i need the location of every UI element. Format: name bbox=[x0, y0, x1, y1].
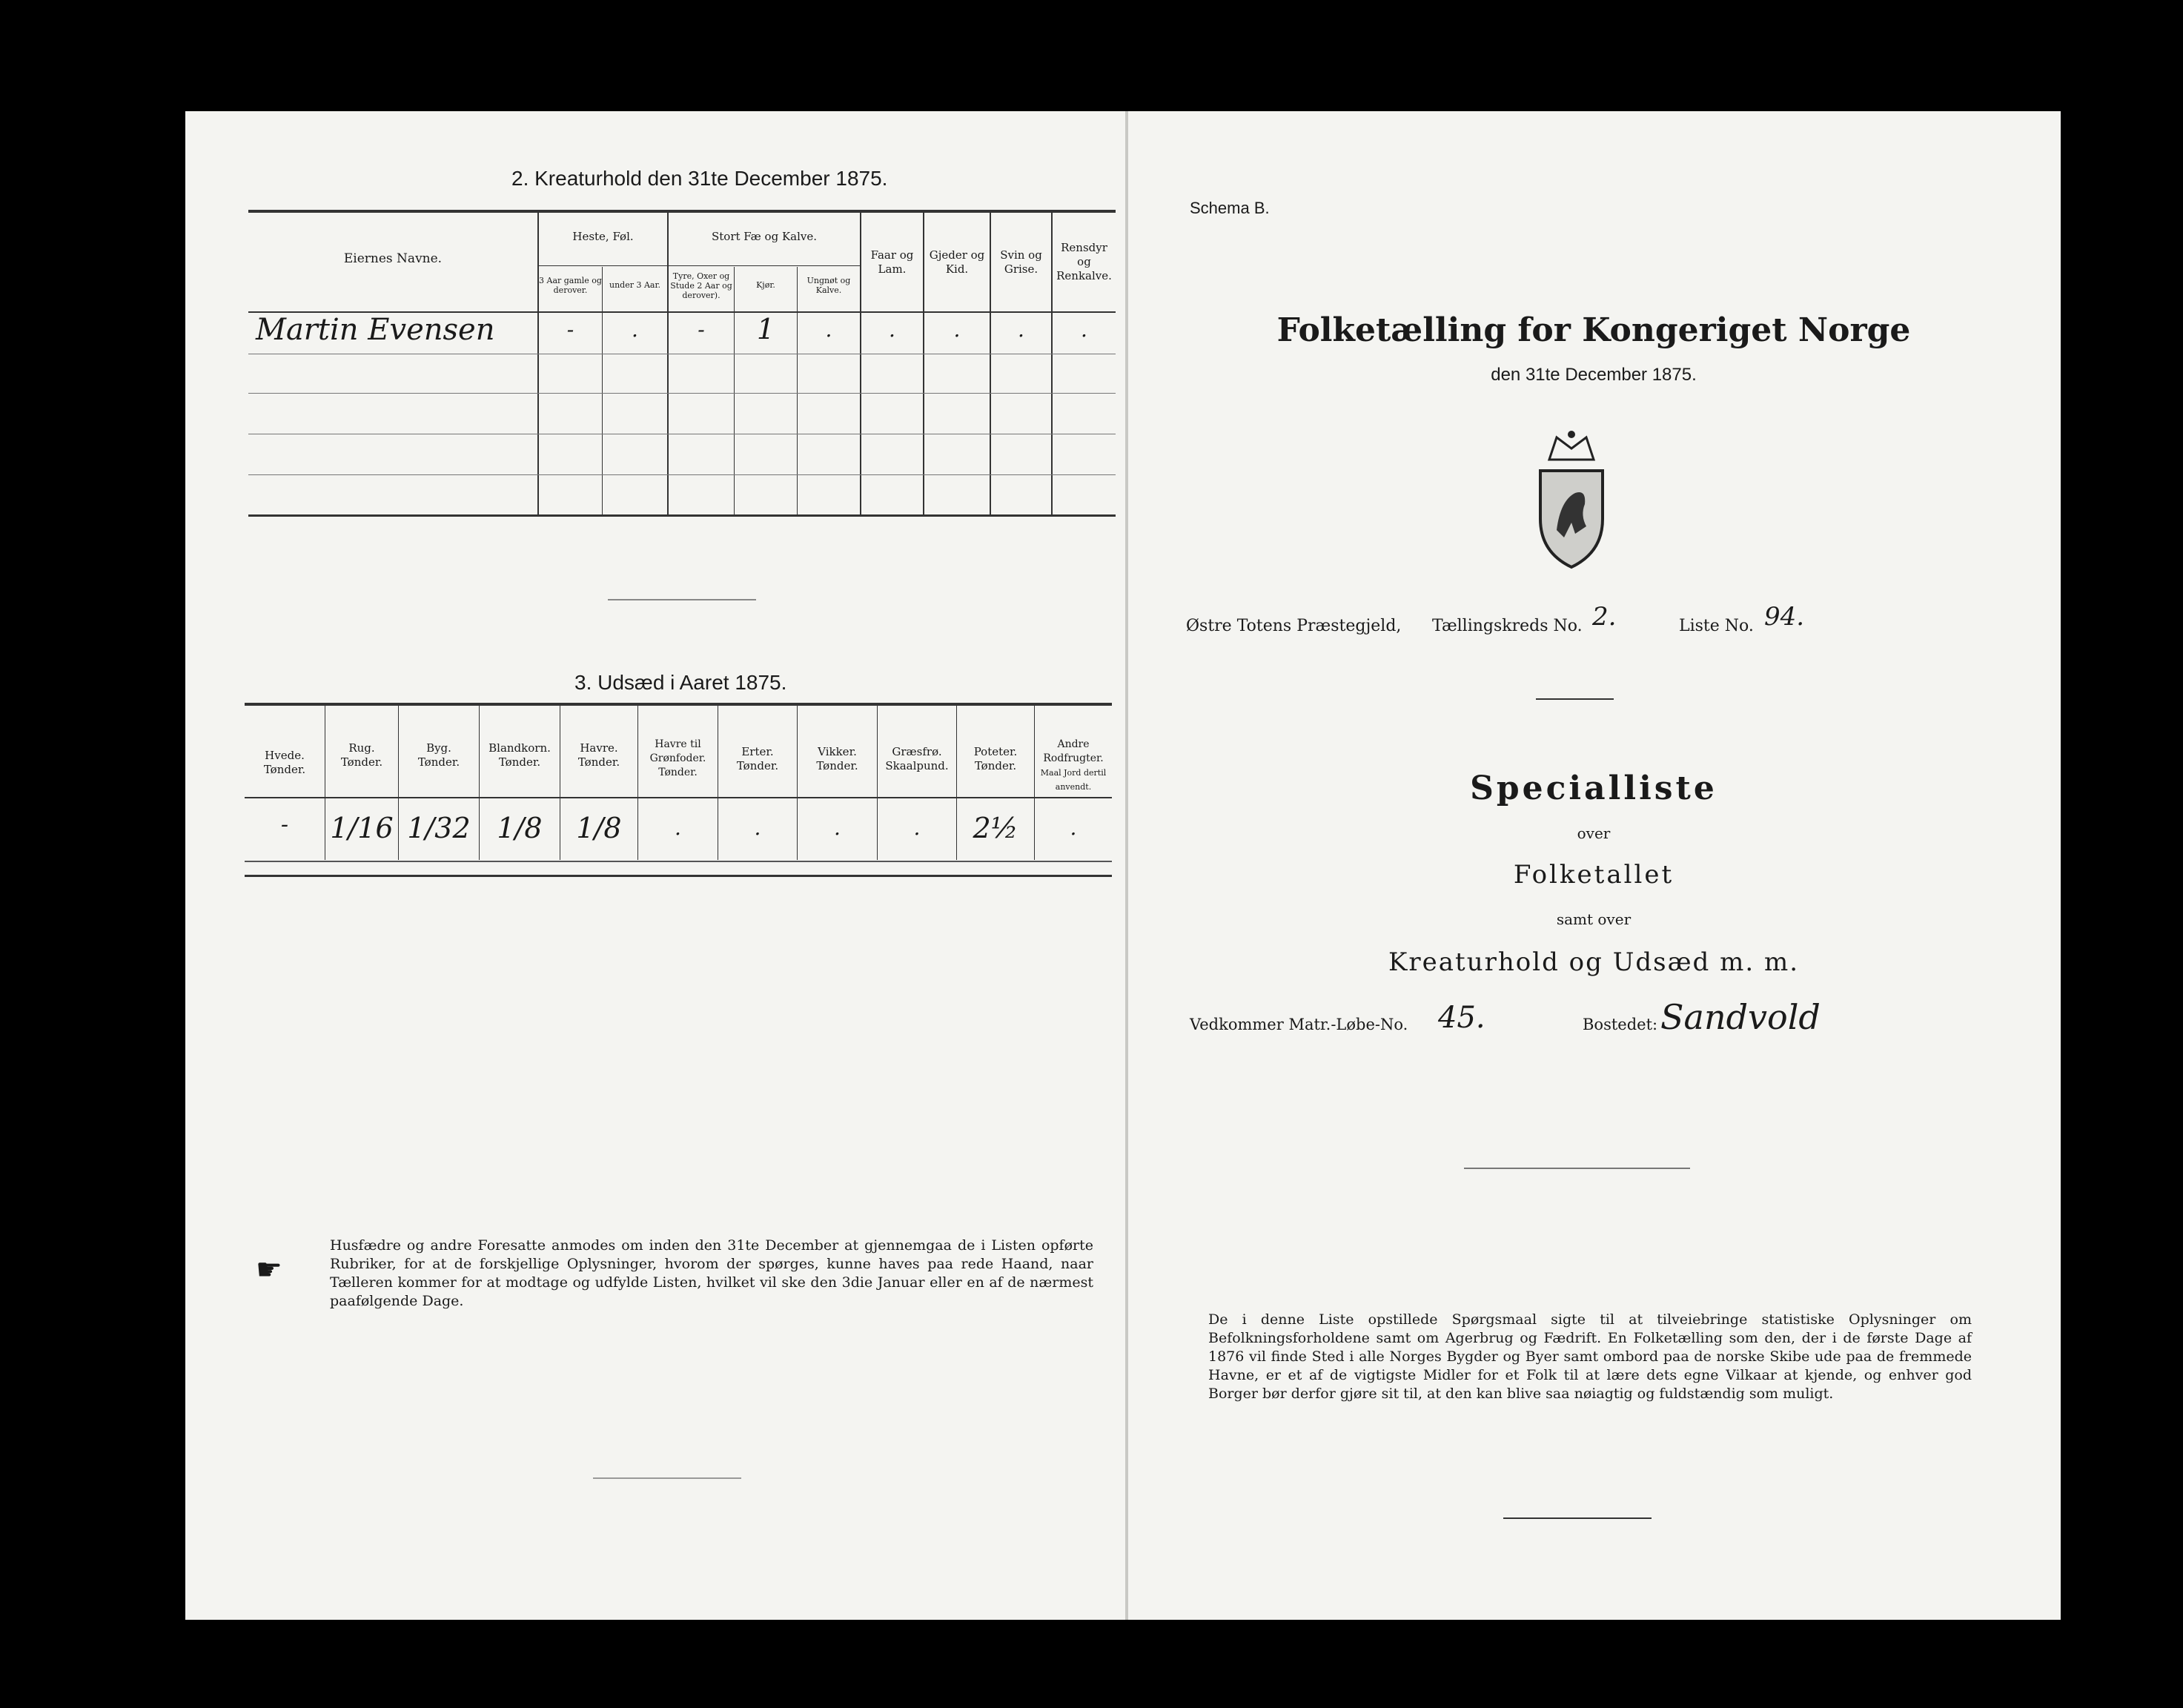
s3-col-byg: Byg. Tønder. bbox=[417, 741, 460, 769]
section3-bottom-rule bbox=[245, 875, 1112, 877]
col-tyre: Tyre, Oxer og Stude 2 Aar og derover). bbox=[670, 271, 732, 300]
owner-col-header: Eiernes Navne. bbox=[343, 251, 443, 266]
s3-val-rug: 1/16 bbox=[330, 812, 394, 844]
s3-val-vikker: . bbox=[834, 815, 841, 840]
col-ungnot: Ungnøt og Kalve. bbox=[806, 276, 851, 295]
section2-bottom-rule bbox=[248, 514, 1116, 517]
list-number: 94. bbox=[1764, 602, 1805, 632]
s3-col-havre: Havre. Tønder. bbox=[577, 741, 620, 769]
section3-header-rule bbox=[245, 797, 1112, 798]
bosted-label: Bostedet: bbox=[1583, 1016, 1658, 1033]
list-label: Liste No. bbox=[1679, 617, 1754, 635]
col-rensdyr: Rensdyr og Renkalve. bbox=[1056, 241, 1112, 282]
bosted-value: Sandvold bbox=[1660, 997, 1821, 1037]
s3-col-erter: Erter. Tønder. bbox=[736, 745, 779, 772]
val-rensdyr: . bbox=[1081, 317, 1087, 342]
district-number: 2. bbox=[1592, 602, 1617, 632]
section3-top-rule bbox=[245, 703, 1112, 706]
page-fold bbox=[1125, 111, 1128, 1620]
val-svin: . bbox=[1018, 317, 1024, 342]
samt-over-text: samt over bbox=[1556, 910, 1632, 928]
main-title: Folketælling for Kongeriget Norge bbox=[1276, 311, 1911, 349]
section2-top-rule bbox=[248, 210, 1116, 213]
col-gjeder: Gjeder og Kid. bbox=[929, 248, 985, 276]
kreaturhold-title: Kreaturhold og Udsæd m. m. bbox=[1388, 947, 1799, 977]
owner-name: Martin Evensen bbox=[256, 313, 495, 347]
pointing-hand-icon: ☛ bbox=[256, 1253, 282, 1287]
matr-label: Vedkommer Matr.-Løbe-No. bbox=[1190, 1016, 1408, 1033]
main-date: den 31te December 1875. bbox=[1491, 365, 1697, 385]
schema-label: Schema B. bbox=[1190, 199, 1270, 217]
col-3aar: 3 Aar gamle og derover. bbox=[539, 276, 602, 295]
s3-val-poteter: 2½ bbox=[973, 812, 1018, 844]
s3-val-hvede: - bbox=[280, 812, 289, 838]
notice-text: Husfædre og andre Foresatte anmodes om inden den 31te December at gjennemgaa de i Listen opførte Rubriker, for at de forskjellige Oplysninger, hvorom der spørges, kunne haves paa rede Haand, naar Tælleren kommer for at modtage og udfylde Listen, hvilket vil ske den 3die Januar eller en af de nærmest paafølgende Dage. bbox=[330, 1237, 1093, 1309]
s3-val-havre-gronfoder: . bbox=[675, 815, 681, 840]
s3-col-blandkorn: Blandkorn. Tønder. bbox=[488, 741, 551, 769]
group-stort-fae: Stort Fæ og Kalve. bbox=[711, 230, 818, 243]
group-heste: Heste, Føl. bbox=[572, 230, 634, 243]
s3-col-rug: Rug. Tønder. bbox=[340, 741, 383, 769]
val-3aar: - bbox=[566, 317, 574, 342]
val-gjeder: . bbox=[953, 317, 961, 342]
coat-of-arms-icon bbox=[1534, 430, 1609, 571]
s3-val-erter: . bbox=[754, 815, 761, 840]
val-kjor: 1 bbox=[756, 313, 775, 345]
section3-title: 3. Udsæd i Aaret 1875. bbox=[574, 671, 787, 694]
s3-col-poteter: Poteter. Tønder. bbox=[973, 745, 1018, 772]
col-kjor: Kjør. bbox=[756, 280, 775, 290]
folketallet-title: Folketallet bbox=[1513, 860, 1674, 890]
s3-val-byg: 1/32 bbox=[407, 812, 471, 844]
s3-col-havre-gronfoder: Havre til Grønfoder. Tønder. bbox=[649, 738, 706, 778]
s3-val-andre: . bbox=[1070, 815, 1077, 840]
s3-col-andre: Andre Rodfrugter. Maal Jord dertil anvendt. bbox=[1040, 738, 1107, 792]
s3-val-blandkorn: 1/8 bbox=[497, 812, 543, 844]
col-faar: Faar og Lam. bbox=[870, 248, 914, 276]
matr-number: 45. bbox=[1438, 1001, 1485, 1035]
s3-col-vikker: Vikker. Tønder. bbox=[816, 745, 858, 772]
district-label: Tællingskreds No. bbox=[1432, 617, 1583, 635]
section2-title: 2. Kreaturhold den 31te December 1875. bbox=[511, 167, 888, 190]
footer-text: De i denne Liste opstillede Spørgsmaal sigte til at tilveiebringe statistiske Oplysninger om Befolkningsforholdene samt om Agerbrug og Fædrift. En Folketælling som den, der i de første Dage af 1876 vil finde Sted i alle Norges Bygder og Byer samt ombord paa de norske Skibe ude paa de fremmede Havne, er et af de vigtigste Midler for et Folk til at lære dets egne Vilkaar at kjende, og enhver god Borger bør derfor gjøre sit til, at den kan blive saa nøiagtig og fuldstændig som muligt. bbox=[1208, 1311, 1972, 1402]
specialliste-title: Specialliste bbox=[1470, 769, 1717, 807]
s3-col-hvede: Hvede. Tønder. bbox=[263, 749, 306, 776]
s3-val-graesfro: . bbox=[913, 815, 921, 840]
val-faar: . bbox=[889, 317, 895, 342]
over-text: over bbox=[1577, 824, 1611, 842]
col-under3: under 3 Aar. bbox=[609, 280, 661, 290]
col-svin: Svin og Grise. bbox=[1000, 248, 1042, 276]
parish-label: Østre Totens Præstegjeld, bbox=[1186, 617, 1402, 635]
s3-col-graesfro: Græsfrø. Skaalpund. bbox=[885, 745, 949, 772]
s3-val-havre: 1/8 bbox=[576, 812, 622, 844]
val-ungnot: . bbox=[825, 317, 832, 342]
val-under3: . bbox=[632, 317, 638, 342]
val-tyre: - bbox=[698, 317, 705, 342]
separator bbox=[608, 599, 756, 600]
